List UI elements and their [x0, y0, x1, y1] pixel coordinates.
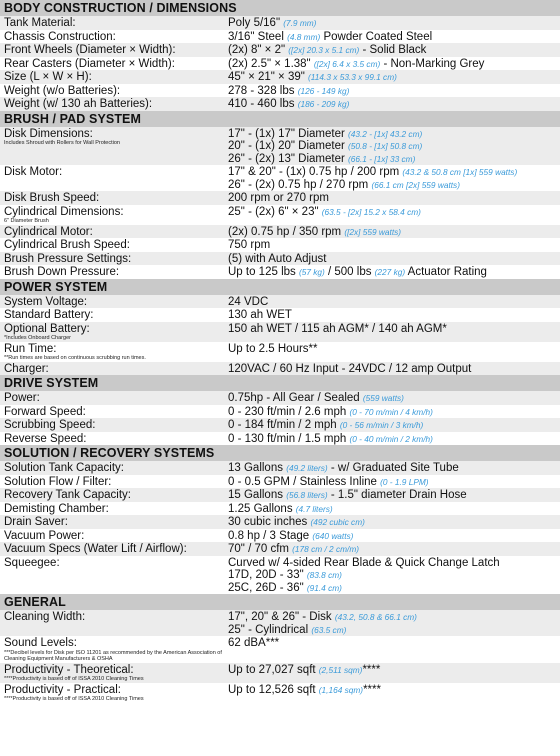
spec-value-cell: [228, 98, 560, 111]
spec-value-line: [228, 153, 556, 166]
spec-value-line: [228, 363, 556, 376]
section-header: BODY CONSTRUCTION / DIMENSIONS: [0, 0, 560, 16]
spec-value-cell: [228, 637, 560, 650]
spec-value-line: [228, 543, 556, 556]
spec-row: [0, 418, 560, 432]
spec-value-line: [228, 462, 556, 475]
metric-value: (1,164 sqm): [318, 684, 364, 695]
spec-row: [0, 30, 560, 44]
spec-label: Cylindrical Motor:: [4, 225, 93, 238]
spec-value: 26" - (2x) 13" Diameter: [228, 152, 349, 165]
spec-label-cell: [0, 637, 228, 663]
spec-label-cell: [0, 31, 228, 44]
spec-row: [0, 542, 560, 556]
spec-value: 410 - 460 lbs: [228, 98, 298, 110]
spec-label-cell: [0, 71, 228, 84]
spec-value-cell: [228, 206, 560, 219]
spec-value-cell: [228, 392, 560, 405]
spec-value: 0.75hp - All Gear / Sealed: [228, 392, 363, 404]
spec-label-cell: [0, 489, 228, 502]
metric-value: ([2x] 20.3 x 5.1 cm): [288, 45, 360, 55]
spec-value: Up to 27,027 sqft: [228, 663, 319, 676]
spec-row: [0, 475, 560, 489]
spec-value-cell: [228, 489, 560, 502]
spec-value-line: [228, 253, 556, 266]
spec-row: [0, 57, 560, 71]
spec-value-cell: [228, 309, 560, 322]
section-header: GENERAL: [0, 594, 560, 610]
spec-label: Optional Battery:: [4, 322, 90, 335]
spec-label: System Voltage:: [4, 295, 88, 308]
spec-value-line: [228, 516, 556, 529]
spec-label: Reverse Speed:: [4, 432, 87, 445]
spec-value: 278 - 328 lbs: [228, 84, 298, 97]
spec-label-cell: [0, 343, 228, 362]
spec-label-cell: [0, 543, 228, 556]
spec-value-line: [228, 476, 556, 489]
spec-value-cell: [228, 323, 560, 336]
metric-value: (7.9 mm): [283, 18, 317, 28]
spec-value-line: [228, 406, 556, 419]
spec-label: Run Time:: [4, 342, 57, 355]
spec-value-cell: [228, 363, 560, 376]
spec-value: 17" - (1x) 17" Diameter: [228, 127, 349, 140]
metric-value: (83.8 cm): [306, 570, 342, 580]
spec-value: ****: [362, 663, 381, 676]
spec-label-cell: [0, 664, 228, 683]
spec-label: Recovery Tank Capacity:: [4, 489, 131, 501]
spec-label-cell: [0, 516, 228, 529]
spec-row: [0, 362, 560, 376]
spec-label-cell: [0, 419, 228, 432]
spec-label: Disk Motor:: [4, 166, 63, 178]
spec-value-cell: [228, 166, 560, 191]
spec-value-line: [228, 530, 556, 543]
spec-label: Brush Pressure Settings:: [4, 252, 132, 265]
spec-value-line: [228, 489, 556, 502]
spec-label-cell: [0, 557, 228, 570]
spec-value: 25" - Cylindrical: [228, 623, 312, 636]
spec-label: Cylindrical Brush Speed:: [4, 239, 130, 251]
spec-value-cell: [228, 343, 560, 356]
spec-row: [0, 610, 560, 636]
spec-label: Vacuum Power:: [4, 529, 85, 542]
spec-value: (2x) 0.75 hp / 350 rpm: [228, 225, 345, 238]
spec-footnote: ****Productivity is based off of ISSA 2010 Cleaning Times: [4, 676, 144, 682]
spec-value-cell: [228, 611, 560, 636]
spec-row: [0, 515, 560, 529]
spec-value-line: [228, 557, 556, 570]
section-header: POWER SYSTEM: [0, 279, 560, 295]
spec-value-line: [228, 192, 556, 205]
metric-value: (2,511 sqm): [318, 664, 363, 675]
spec-row: [0, 391, 560, 405]
spec-label-cell: [0, 17, 228, 30]
spec-row: [0, 252, 560, 266]
spec-value-line: [228, 44, 556, 57]
spec-value: 1.25 Gallons: [228, 502, 296, 515]
spec-value-cell: [228, 128, 560, 166]
spec-value-cell: [228, 516, 560, 529]
spec-label-cell: [0, 503, 228, 516]
spec-label-cell: [0, 253, 228, 266]
spec-value: 120VAC / 60 Hz Input - 24VDC / 12 amp Output: [228, 362, 472, 375]
metric-value: (640 watts): [312, 530, 354, 541]
spec-value: 0.8 hp / 3 Stage: [228, 529, 313, 542]
spec-value-line: [228, 239, 556, 252]
spec-row: [0, 165, 560, 191]
spec-label: Cleaning Width:: [4, 611, 86, 623]
spec-label-cell: [0, 363, 228, 376]
spec-value: - w/ Graduated Site Tube: [327, 462, 459, 474]
spec-value: 17", 20" & 26" - Disk: [228, 611, 335, 623]
spec-value-line: [228, 58, 556, 71]
spec-value-line: [228, 392, 556, 405]
spec-value: 45" × 21" × 39": [228, 71, 309, 83]
spec-value: Curved w/ 4-sided Rear Blade & Quick Change Latch: [228, 556, 500, 569]
spec-value-line: [228, 98, 556, 111]
spec-value-line: [228, 140, 556, 153]
spec-value-cell: [228, 406, 560, 419]
spec-value-cell: [228, 684, 560, 697]
metric-value: (4.8 mm): [287, 31, 321, 42]
spec-value-line: [228, 266, 556, 279]
metric-value: (4.7 liters): [295, 503, 333, 514]
spec-value-line: [228, 17, 556, 30]
spec-label: Cylindrical Dimensions:: [4, 205, 124, 218]
spec-value-cell: [228, 192, 560, 205]
spec-label-cell: [0, 239, 228, 252]
metric-value: (63.5 cm): [311, 624, 347, 635]
metric-value: (63.5 - [2x] 15.2 x 58.4 cm): [321, 206, 421, 217]
spec-value: (2x) 2.5" × 1.38": [228, 57, 314, 70]
spec-label: Brush Down Pressure:: [4, 266, 120, 278]
spec-row: [0, 308, 560, 322]
spec-label-cell: [0, 98, 228, 111]
spec-value: - Non-Marking Grey: [380, 57, 485, 70]
metric-value: (0 - 40 m/min / 2 km/h): [349, 433, 433, 444]
spec-value: 17D, 20D - 33": [228, 569, 307, 581]
spec-value-cell: [228, 296, 560, 309]
spec-value-cell: [228, 31, 560, 44]
metric-value: (114.3 x 53.3 x 99.1 cm): [308, 72, 397, 82]
spec-value: / 500 lbs: [324, 266, 375, 278]
spec-value: Up to 125 lbs: [228, 266, 299, 278]
spec-label: Chassis Construction:: [4, 30, 116, 43]
spec-value: 25" - (2x) 6" × 23": [228, 205, 322, 218]
spec-label: Disk Dimensions:: [4, 127, 93, 140]
spec-label: Forward Speed:: [4, 405, 86, 418]
spec-label-cell: [0, 684, 228, 703]
spec-value-cell: [228, 419, 560, 432]
spec-value-cell: [228, 530, 560, 543]
metric-value: (227 kg): [374, 267, 406, 277]
metric-value: (178 cm / 2 cm/m): [292, 544, 360, 554]
spec-label: Productivity - Practical:: [4, 683, 121, 696]
spec-value-line: [228, 611, 556, 624]
spec-value-line: [228, 309, 556, 322]
spec-value-cell: [228, 58, 560, 71]
metric-value: (0 - 1.9 LPM): [380, 476, 429, 487]
spec-row: [0, 43, 560, 57]
spec-value: 0 - 0.5 GPM / Stainless Inline: [228, 475, 381, 488]
spec-label: Demisting Chamber:: [4, 502, 109, 515]
spec-row: [0, 225, 560, 239]
spec-label-cell: [0, 85, 228, 98]
spec-value: Poly 5/16": [228, 17, 284, 29]
spec-value-line: [228, 503, 556, 516]
spec-row: [0, 322, 560, 342]
spec-value-cell: [228, 476, 560, 489]
spec-row: [0, 295, 560, 309]
spec-label-cell: [0, 226, 228, 239]
spec-value-line: [228, 323, 556, 336]
spec-label: Tank Material:: [4, 17, 76, 29]
spec-label: Scrubbing Speed:: [4, 419, 96, 431]
metric-value: ([2x] 559 watts): [344, 226, 402, 237]
spec-value-line: [228, 206, 556, 219]
spec-value: 13 Gallons: [228, 462, 287, 474]
spec-value: 15 Gallons: [228, 489, 287, 501]
spec-value: Actuator Rating: [405, 266, 487, 278]
metric-value: (49.2 liters): [286, 463, 328, 473]
spec-value-line: [228, 296, 556, 309]
spec-value: (2x) 8" × 2": [228, 44, 289, 56]
spec-value: 150 ah WET / 115 ah AGM* / 140 ah AGM*: [228, 322, 447, 335]
spec-row: [0, 432, 560, 446]
spec-value: Up to 12,526 sqft: [228, 683, 319, 696]
spec-value-cell: [228, 557, 560, 595]
spec-value-cell: [228, 433, 560, 446]
spec-row: [0, 683, 560, 703]
spec-label-cell: [0, 192, 228, 205]
spec-value-cell: [228, 85, 560, 98]
metric-value: (43.2, 50.8 & 66.1 cm): [334, 612, 417, 622]
spec-footnote: *Includes Onboard Charger: [4, 335, 71, 341]
spec-label: Front Wheels (Diameter × Width):: [4, 44, 176, 56]
spec-value: 750 rpm: [228, 239, 271, 251]
spec-footnote: 6" Diameter Brush: [4, 218, 49, 224]
spec-row: [0, 238, 560, 252]
spec-label: Weight (w/o Batteries):: [4, 84, 121, 97]
section-header: DRIVE SYSTEM: [0, 375, 560, 391]
spec-value-line: [228, 419, 556, 432]
spec-row: [0, 265, 560, 279]
spec-label: Productivity - Theoretical:: [4, 663, 134, 676]
spec-label: Sound Levels:: [4, 637, 77, 649]
spec-value-cell: [228, 462, 560, 475]
spec-value: 70" / 70 cfm: [228, 543, 293, 555]
spec-value: Up to 2.5 Hours**: [228, 342, 318, 355]
spec-label-cell: [0, 309, 228, 322]
spec-value-cell: [228, 239, 560, 252]
spec-label: Solution Flow / Filter:: [4, 475, 112, 488]
spec-label-cell: [0, 266, 228, 279]
spec-label-cell: [0, 323, 228, 342]
spec-value-cell: [228, 543, 560, 556]
spec-value-cell: [228, 44, 560, 57]
metric-value: (66.1 cm [2x] 559 watts): [371, 179, 460, 190]
spec-footnote: **Run times are based on continuous scrubbing run times.: [4, 355, 146, 361]
spec-label: Vacuum Specs (Water Lift / Airflow):: [4, 543, 187, 555]
spec-value: 200 rpm or 270 rpm: [228, 192, 329, 204]
spec-label-cell: [0, 530, 228, 543]
spec-value-cell: [228, 664, 560, 677]
spec-value-line: [228, 226, 556, 239]
metric-value: (43.2 - [1x] 43.2 cm): [348, 128, 423, 139]
spec-label: Weight (w/ 130 ah Batteries):: [4, 98, 153, 110]
metric-value: (0 - 56 m/min / 3 km/h): [339, 420, 424, 430]
spec-value-line: [228, 343, 556, 356]
metric-value: (57 kg): [298, 267, 325, 277]
spec-label: Charger:: [4, 362, 49, 375]
spec-row: [0, 342, 560, 362]
spec-footnote: Includes Shroud with Rollers for Wall Protection: [4, 140, 120, 146]
spec-row: [0, 529, 560, 543]
spec-value-cell: [228, 266, 560, 279]
spec-value-cell: [228, 503, 560, 516]
section-header: SOLUTION / RECOVERY SYSTEMS: [0, 445, 560, 461]
spec-label-cell: [0, 206, 228, 225]
section-header: BRUSH / PAD SYSTEM: [0, 111, 560, 127]
spec-value: (5) with Auto Adjust: [228, 252, 327, 265]
spec-value-line: [228, 71, 556, 84]
spec-value-line: [228, 166, 556, 179]
spec-label: Standard Battery:: [4, 309, 94, 321]
spec-label-cell: [0, 406, 228, 419]
spec-label-cell: [0, 44, 228, 57]
metric-value: (66.1 - [1x] 33 cm): [348, 153, 416, 164]
spec-value-line: [228, 582, 556, 595]
spec-value: ****: [363, 683, 381, 696]
metric-value: (492 cubic cm): [310, 517, 365, 527]
spec-value-line: [228, 179, 556, 192]
spec-label: Drain Saver:: [4, 516, 68, 528]
metric-value: (91.4 cm): [306, 582, 342, 593]
spec-label: Disk Brush Speed:: [4, 192, 100, 204]
spec-value: 0 - 130 ft/min / 1.5 mph: [228, 432, 350, 445]
spec-value-cell: [228, 253, 560, 266]
spec-value-line: [228, 128, 556, 141]
spec-value: 25C, 26D - 36": [228, 581, 307, 594]
metric-value: (56.8 liters): [286, 490, 328, 500]
spec-label-cell: [0, 58, 228, 71]
spec-value: 30 cubic inches: [228, 516, 311, 528]
metric-value: ([2x] 6.4 x 3.5 cm): [313, 58, 381, 69]
spec-label-cell: [0, 476, 228, 489]
spec-value-cell: [228, 71, 560, 84]
spec-value: 24 VDC: [228, 295, 269, 308]
spec-label-cell: [0, 611, 228, 624]
spec-label: Power:: [4, 392, 40, 404]
spec-value-line: [228, 31, 556, 44]
spec-footnote: ****Productivity is based off of ISSA 2010 Cleaning Times: [4, 696, 144, 702]
spec-row: [0, 461, 560, 475]
spec-value-cell: [228, 17, 560, 30]
spec-row: [0, 502, 560, 516]
spec-value: 26" - (2x) 0.75 hp / 270 rpm: [228, 178, 372, 191]
spec-value-line: [228, 637, 556, 650]
spec-value: Powder Coated Steel: [320, 30, 433, 43]
spec-row: [0, 191, 560, 205]
spec-value: 130 ah WET: [228, 309, 292, 321]
spec-value-line: [228, 433, 556, 446]
spec-row: [0, 70, 560, 84]
spec-row: [0, 636, 560, 663]
spec-label-cell: [0, 392, 228, 405]
spec-value-line: [228, 569, 556, 582]
metric-value: (126 - 149 kg): [297, 85, 350, 96]
spec-value: 0 - 184 ft/min / 2 mph: [228, 419, 340, 431]
spec-value: 62 dBA***: [228, 637, 280, 649]
spec-row: [0, 205, 560, 225]
spec-row: [0, 556, 560, 595]
spec-row: [0, 663, 560, 683]
spec-value: - 1.5" diameter Drain Hose: [327, 489, 467, 501]
spec-value: 0 - 230 ft/min / 2.6 mph: [228, 405, 350, 418]
metric-value: (186 - 209 kg): [297, 99, 350, 109]
metric-value: (43.2 & 50.8 cm [1x] 559 watts): [402, 167, 518, 177]
spec-row: [0, 16, 560, 30]
spec-label: Rear Casters (Diameter × Width):: [4, 57, 175, 70]
spec-value-line: [228, 85, 556, 98]
spec-label: Size (L × W × H):: [4, 71, 92, 83]
spec-footnote: ***Decibel levels for Disk per ISO 11201 as recommended by the American Association of Cleaning Equipment Manufacturers & OSHA: [4, 649, 222, 662]
spec-row: [0, 97, 560, 111]
spec-value-line: [228, 684, 556, 697]
spec-value: 3/16" Steel: [228, 30, 288, 43]
spec-value-line: [228, 664, 556, 677]
metric-value: (50.8 - [1x] 50.8 cm): [348, 141, 423, 151]
spec-row: [0, 127, 560, 166]
spec-row: [0, 84, 560, 98]
spec-label-cell: [0, 462, 228, 475]
spec-value: - Solid Black: [359, 44, 427, 56]
spec-label: Squeegee:: [4, 556, 60, 569]
spec-value: 17" & 20" - (1x) 0.75 hp / 200 rpm: [228, 166, 403, 178]
spec-value-line: [228, 624, 556, 637]
spec-value: 20" - (1x) 20" Diameter: [228, 140, 349, 152]
spec-value-cell: [228, 226, 560, 239]
spec-label: Solution Tank Capacity:: [4, 462, 124, 474]
metric-value: (559 watts): [362, 393, 404, 403]
spec-label-cell: [0, 128, 228, 147]
metric-value: (0 - 70 m/min / 4 km/h): [349, 406, 433, 417]
spec-row: [0, 405, 560, 419]
spec-label-cell: [0, 433, 228, 446]
spec-row: [0, 488, 560, 502]
spec-label-cell: [0, 166, 228, 179]
spec-label-cell: [0, 296, 228, 309]
